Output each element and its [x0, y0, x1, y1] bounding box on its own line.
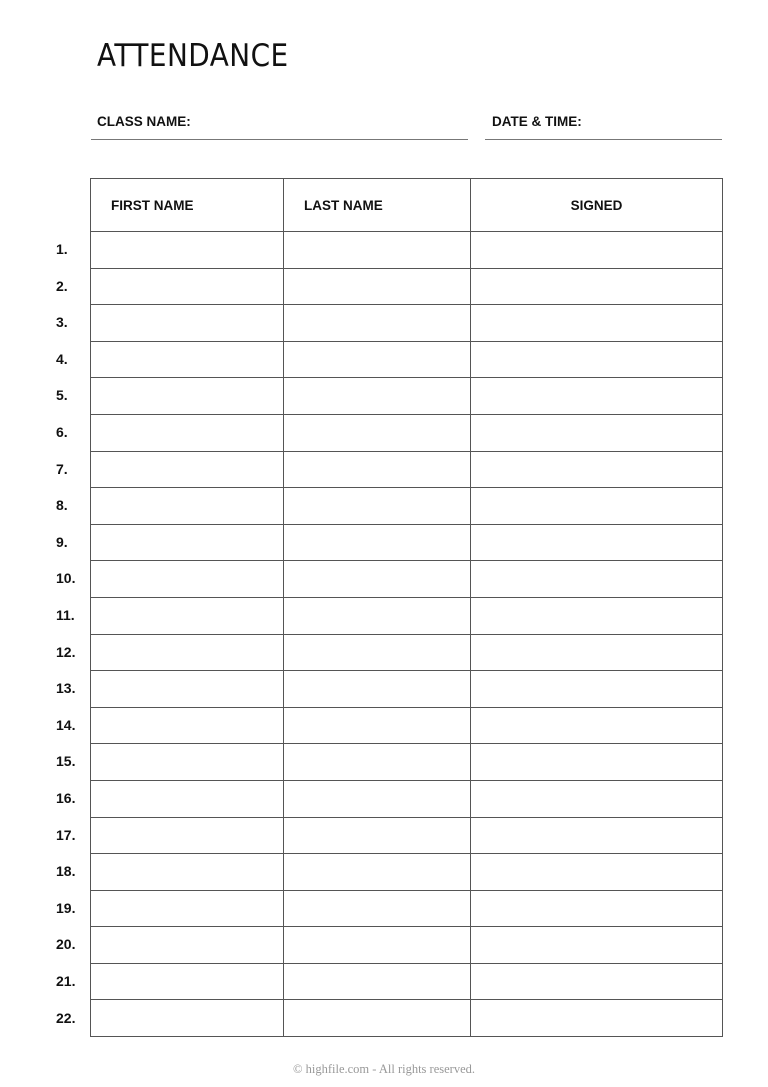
- signed-cell[interactable]: [471, 671, 723, 708]
- first-name-cell[interactable]: [91, 854, 284, 891]
- table-row: [91, 634, 723, 671]
- last-name-cell[interactable]: [284, 561, 471, 598]
- last-name-cell[interactable]: [284, 524, 471, 561]
- row-number: 3.: [56, 314, 68, 331]
- signed-cell[interactable]: [471, 817, 723, 854]
- signed-cell[interactable]: [471, 268, 723, 305]
- last-name-cell[interactable]: [284, 597, 471, 634]
- last-name-cell[interactable]: [284, 1000, 471, 1037]
- table-row: [91, 561, 723, 598]
- signed-cell[interactable]: [471, 597, 723, 634]
- first-name-cell[interactable]: [91, 890, 284, 927]
- footer-copyright: © highfile.com - All rights reserved.: [292, 1062, 476, 1076]
- signed-cell[interactable]: [471, 451, 723, 488]
- first-name-cell[interactable]: [91, 597, 284, 634]
- table-row: [91, 854, 723, 891]
- table-row: [91, 963, 723, 1000]
- date-time-label: DATE & TIME:: [492, 114, 582, 129]
- date-time-field[interactable]: [485, 139, 722, 140]
- table-row: [91, 524, 723, 561]
- table-row: [91, 817, 723, 854]
- signed-cell[interactable]: [471, 963, 723, 1000]
- last-name-cell[interactable]: [284, 927, 471, 964]
- last-name-cell[interactable]: [284, 378, 471, 415]
- class-name-field[interactable]: [91, 139, 468, 140]
- table-row: [91, 378, 723, 415]
- last-name-cell[interactable]: [284, 268, 471, 305]
- row-number: 10.: [56, 570, 76, 587]
- table-row: [91, 707, 723, 744]
- row-number: 9.: [56, 533, 68, 550]
- signed-cell[interactable]: [471, 744, 723, 781]
- signed-cell[interactable]: [471, 488, 723, 525]
- last-name-cell[interactable]: [284, 890, 471, 927]
- row-number: 5.: [56, 387, 68, 404]
- row-number: 17.: [56, 826, 76, 843]
- table-row: [91, 414, 723, 451]
- last-name-cell[interactable]: [284, 744, 471, 781]
- signed-cell[interactable]: [471, 524, 723, 561]
- signed-cell[interactable]: [471, 305, 723, 342]
- signed-cell[interactable]: [471, 1000, 723, 1037]
- table-row: [91, 232, 723, 269]
- last-name-cell[interactable]: [284, 854, 471, 891]
- row-number: 14.: [56, 716, 76, 733]
- signed-cell[interactable]: [471, 854, 723, 891]
- row-number: 18.: [56, 863, 76, 880]
- first-name-cell[interactable]: [91, 707, 284, 744]
- signed-cell[interactable]: [471, 634, 723, 671]
- first-name-cell[interactable]: [91, 780, 284, 817]
- row-number: 8.: [56, 497, 68, 514]
- row-number: 20.: [56, 936, 76, 953]
- row-number: 12.: [56, 643, 76, 660]
- row-number: 1.: [56, 241, 68, 257]
- last-name-cell[interactable]: [284, 451, 471, 488]
- signed-cell[interactable]: [471, 232, 723, 269]
- signed-cell[interactable]: [471, 707, 723, 744]
- table-row: [91, 744, 723, 781]
- table-row: [91, 671, 723, 708]
- last-name-cell[interactable]: [284, 305, 471, 342]
- first-name-cell[interactable]: [91, 817, 284, 854]
- attendance-table: [90, 178, 723, 1037]
- signed-cell[interactable]: [471, 341, 723, 378]
- row-number: 7.: [56, 460, 68, 477]
- first-name-cell[interactable]: [91, 671, 284, 708]
- table-row: [91, 597, 723, 634]
- table-header: [91, 179, 723, 232]
- signed-cell[interactable]: [471, 414, 723, 451]
- signed-cell[interactable]: [471, 780, 723, 817]
- row-number: 15.: [56, 753, 76, 770]
- table-row: [91, 927, 723, 964]
- table-row: [91, 341, 723, 378]
- last-name-cell[interactable]: [284, 634, 471, 671]
- last-name-cell[interactable]: [284, 341, 471, 378]
- last-name-cell[interactable]: [284, 780, 471, 817]
- first-name-cell[interactable]: [91, 378, 284, 415]
- first-name-cell[interactable]: [91, 232, 284, 269]
- first-name-cell[interactable]: [91, 524, 284, 561]
- first-name-cell[interactable]: [91, 1000, 284, 1037]
- row-number: 2.: [56, 277, 68, 294]
- last-name-cell[interactable]: [284, 232, 471, 269]
- first-name-cell[interactable]: [91, 341, 284, 378]
- class-name-label: CLASS NAME:: [97, 114, 191, 129]
- row-number: 11.: [56, 607, 75, 623]
- last-name-cell[interactable]: [284, 488, 471, 525]
- last-name-cell[interactable]: [284, 414, 471, 451]
- row-number: 16.: [56, 790, 76, 806]
- table-row: [91, 890, 723, 927]
- first-name-cell[interactable]: [91, 414, 284, 451]
- page-title: ATTENDANCE: [97, 38, 289, 74]
- last-name-cell[interactable]: [284, 707, 471, 744]
- last-name-cell[interactable]: [284, 963, 471, 1000]
- row-number: 21.: [56, 973, 76, 989]
- first-name-cell[interactable]: [91, 488, 284, 525]
- first-name-cell[interactable]: [91, 634, 284, 671]
- table-row: [91, 268, 723, 305]
- row-number: 6.: [56, 424, 68, 440]
- table-row: [91, 305, 723, 342]
- row-number: 13.: [56, 680, 76, 697]
- table-row: [91, 780, 723, 817]
- header-last-name: LAST NAME: [284, 179, 471, 232]
- header-first-name: FIRST NAME: [91, 179, 284, 232]
- first-name-cell[interactable]: [91, 963, 284, 1000]
- first-name-cell[interactable]: [91, 927, 284, 964]
- first-name-cell[interactable]: [91, 305, 284, 342]
- first-name-cell[interactable]: [91, 561, 284, 598]
- header-signed: SIGNED: [471, 179, 723, 232]
- table-row: [91, 451, 723, 488]
- last-name-cell[interactable]: [284, 817, 471, 854]
- row-number: 4.: [56, 350, 68, 367]
- signed-cell[interactable]: [471, 561, 723, 598]
- table-row: [91, 488, 723, 525]
- signed-cell[interactable]: [471, 890, 723, 927]
- first-name-cell[interactable]: [91, 268, 284, 305]
- last-name-cell[interactable]: [284, 671, 471, 708]
- first-name-cell[interactable]: [91, 744, 284, 781]
- signed-cell[interactable]: [471, 378, 723, 415]
- table-row: [91, 1000, 723, 1037]
- row-number: 22.: [56, 1009, 76, 1026]
- signed-cell[interactable]: [471, 927, 723, 964]
- row-number: 19.: [56, 899, 76, 916]
- first-name-cell[interactable]: [91, 451, 284, 488]
